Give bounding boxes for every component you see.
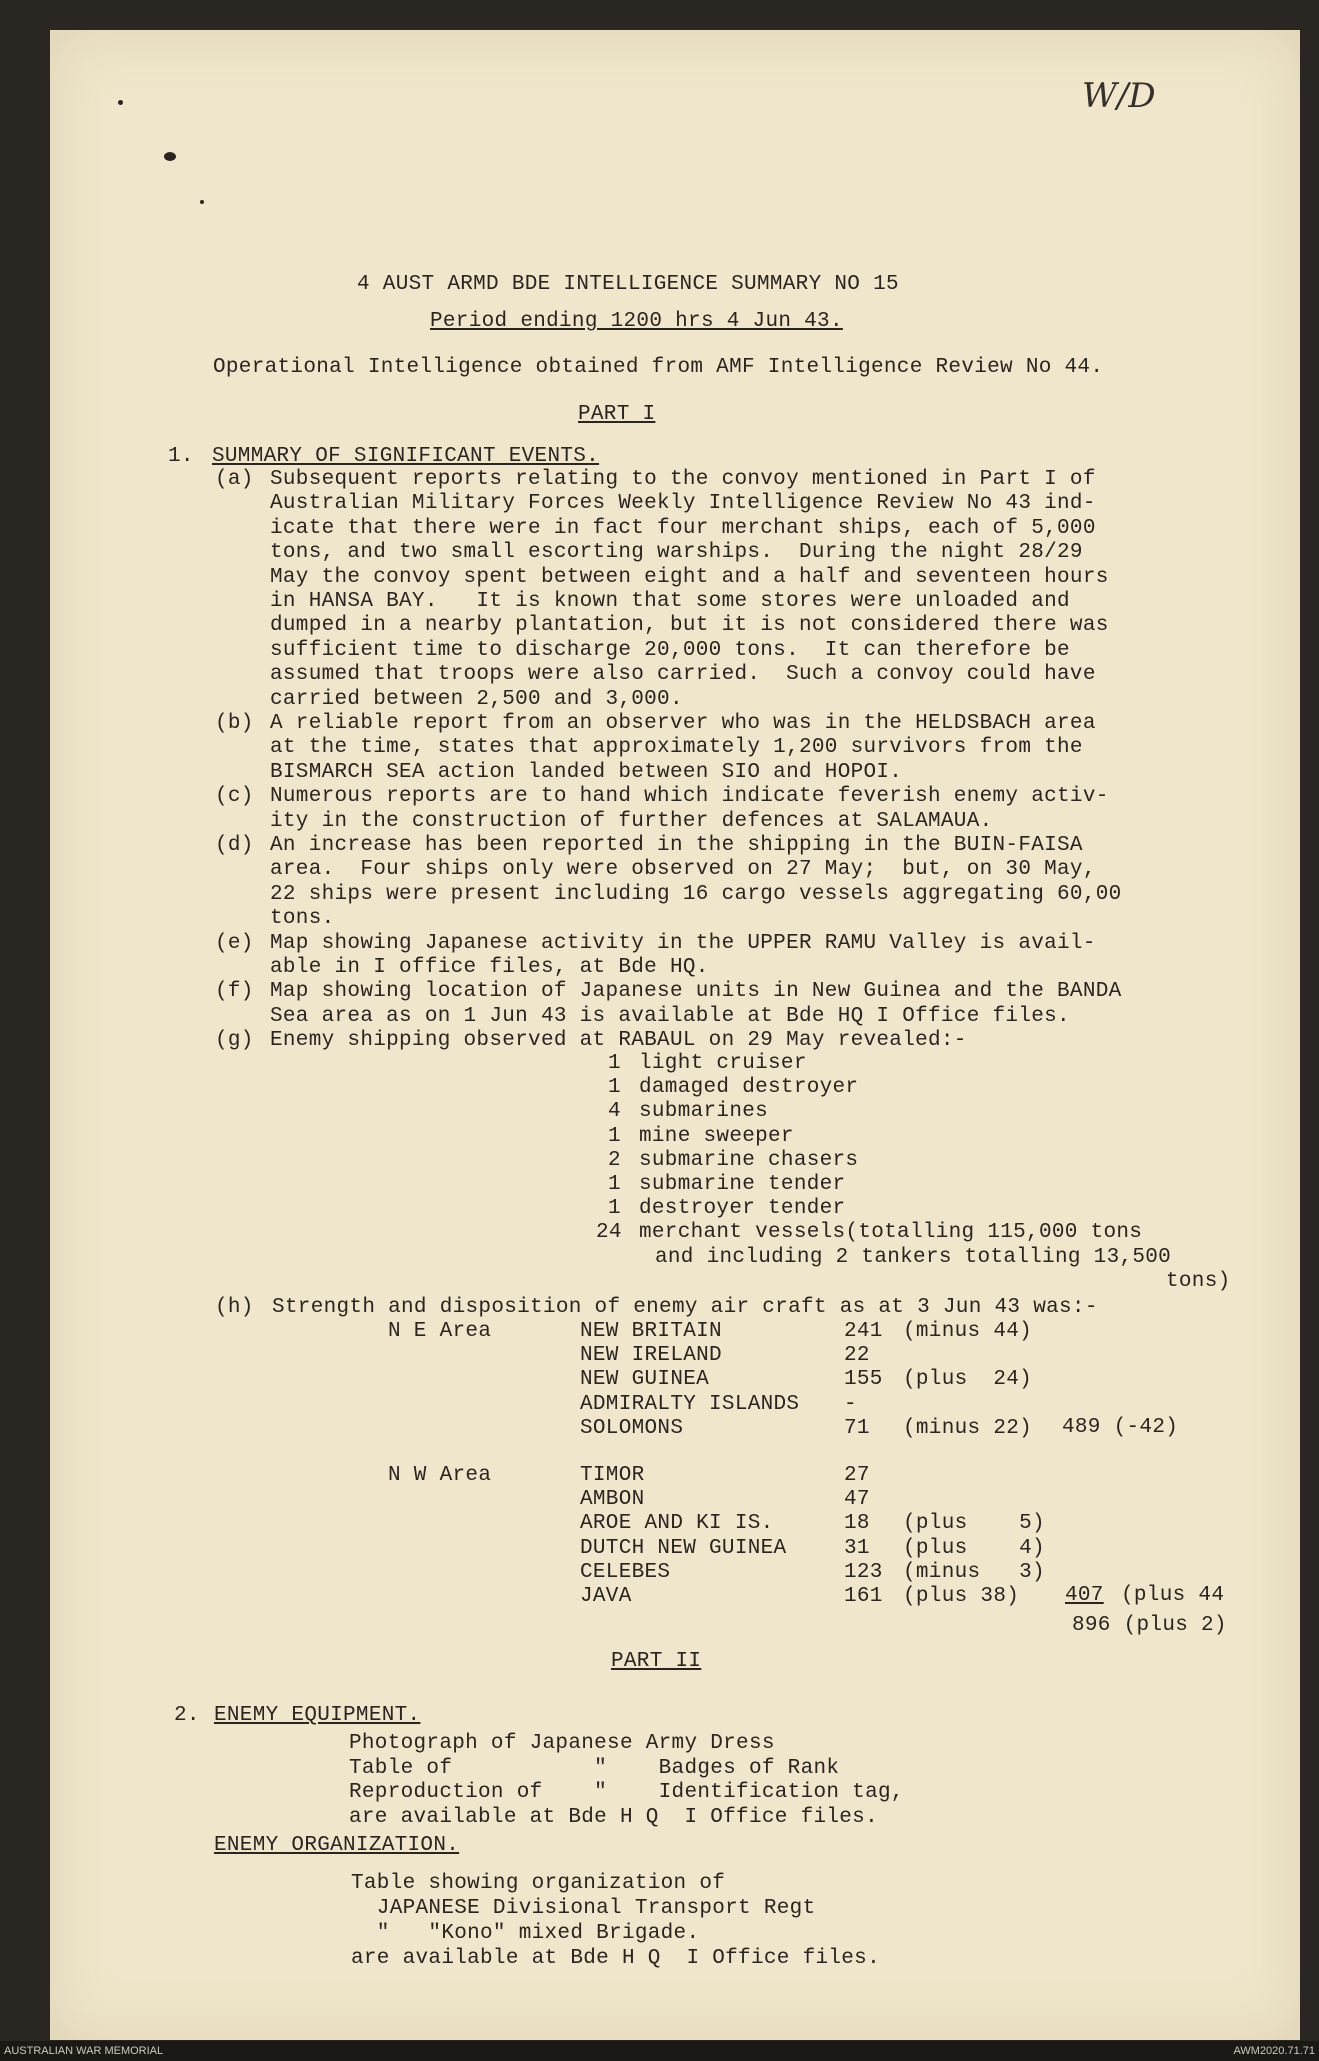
- area-count: 241: [844, 1320, 883, 1343]
- item-text: sufficient time to discharge 20,000 tons. It can therefore be: [270, 638, 1070, 662]
- shipping-desc: submarines: [639, 1100, 769, 1124]
- equipment-line: Table of " Badges of Rank: [349, 1756, 840, 1780]
- ink-mark: [200, 200, 204, 204]
- item-text: May the convoy spent between eight and a half and seventeen hours: [270, 565, 1109, 589]
- ne-area-label: N E Area: [388, 1320, 492, 1343]
- organization-line: JAPANESE Divisional Transport Regt: [351, 1897, 816, 1920]
- item-label: (d): [215, 834, 254, 857]
- item-text: carried between 2,500 and 3,000.: [270, 687, 683, 711]
- area-change: (plus 38): [903, 1585, 1020, 1608]
- area-change: (minus 44): [903, 1320, 1033, 1343]
- area-place: SOLOMONS: [580, 1416, 684, 1440]
- item-label: (g): [215, 1029, 254, 1053]
- item-text: An increase has been reported in the shipping in the BUIN-FAISA: [270, 834, 1083, 857]
- section2-number: 2.: [174, 1704, 200, 1727]
- period-line: Period ending 1200 hrs 4 Jun 43.: [430, 310, 843, 333]
- shipping-desc: submarine tender: [639, 1173, 846, 1196]
- item-text: assumed that troops were also carried. Such a convoy could have: [270, 663, 1096, 687]
- organization-line: Table showing organization of: [351, 1872, 726, 1895]
- item-text: dumped in a nearby plantation, but it is not considered there was: [270, 614, 1109, 638]
- part2-heading: PART II: [611, 1650, 702, 1673]
- equipment-line: Reproduction of " Identification tag,: [349, 1781, 904, 1805]
- area-count: 155: [844, 1368, 883, 1392]
- area-place: NEW BRITAIN: [580, 1320, 722, 1343]
- area-place: CELEBES: [580, 1560, 671, 1584]
- equipment-line: are available at Bde H Q I Office files.: [349, 1805, 878, 1829]
- area-place: TIMOR: [580, 1464, 645, 1487]
- shipping-count: 24: [596, 1221, 622, 1245]
- nw-area-label: N W Area: [388, 1464, 492, 1487]
- item-text: Numerous reports are to hand which indicate feverish enemy activ-: [270, 785, 1109, 809]
- shipping-continuation: tons): [1166, 1270, 1231, 1293]
- area-change: (plus 4): [903, 1536, 1045, 1560]
- handwritten-note: W/D: [1082, 76, 1156, 116]
- item-text: Strength and disposition of enemy air craft as at 3 Jun 43 was:-: [272, 1296, 1098, 1319]
- shipping-desc: mine sweeper: [639, 1124, 794, 1148]
- area-change: (plus 5): [903, 1512, 1045, 1536]
- item-text: 22 ships were present including 16 cargo vessels aggregating 60,00: [270, 882, 1122, 906]
- area-count: 47: [844, 1488, 870, 1512]
- item-label: (c): [215, 785, 254, 809]
- item-label: (b): [215, 712, 254, 735]
- shipping-count: 1: [608, 1052, 621, 1075]
- ink-mark: [118, 100, 123, 105]
- item-text: icate that there were in fact four merchant ships, each of 5,000: [270, 516, 1096, 540]
- item-text: tons.: [270, 907, 335, 931]
- ink-mark: [164, 152, 176, 161]
- item-text: Subsequent reports relating to the convoy mentioned in Part I of: [270, 468, 1096, 491]
- area-count: 161: [844, 1585, 883, 1608]
- area-place: ADMIRALTY ISLANDS: [580, 1392, 800, 1416]
- section1-title: SUMMARY OF SIGNIFICANT EVENTS.: [212, 445, 600, 468]
- shipping-desc: destroyer tender: [639, 1197, 846, 1221]
- area-place: AMBON: [580, 1488, 645, 1512]
- shipping-continuation: and including 2 tankers totalling 13,500: [655, 1246, 1172, 1269]
- item-text: Map showing location of Japanese units in New Guinea and the BANDA: [270, 980, 1122, 1004]
- area-count: 71: [844, 1416, 870, 1440]
- area-change: (minus 3): [903, 1560, 1045, 1584]
- area-place: JAVA: [580, 1585, 632, 1608]
- shipping-count: 1: [608, 1076, 621, 1100]
- area-place: NEW IRELAND: [580, 1344, 722, 1368]
- area-place: DUTCH NEW GUINEA: [580, 1536, 787, 1560]
- item-text: tons, and two small escorting warships. During the night 28/29: [270, 541, 1083, 565]
- area-place: NEW GUINEA: [580, 1368, 710, 1392]
- organization-line: are available at Bde H Q I Office files.: [351, 1947, 880, 1970]
- source-line: Operational Intelligence obtained from AMF Intelligence Review No 44.: [213, 356, 1104, 379]
- item-text: area. Four ships only were observed on 27 May; but, on 30 May,: [270, 858, 1096, 882]
- item-text: able in I office files, at Bde HQ.: [270, 956, 709, 979]
- footer-left: AUSTRALIAN WAR MEMORIAL: [4, 2045, 164, 2057]
- area-count: 123: [844, 1560, 883, 1584]
- area-count: 18: [844, 1512, 870, 1536]
- item-text: Map showing Japanese activity in the UPPER RAMU Valley is avail-: [270, 931, 1096, 955]
- ne-area-total: 489 (-42): [1062, 1416, 1179, 1439]
- item-text: Australian Military Forces Weekly Intelligence Review No 43 ind-: [270, 492, 1096, 516]
- area-change: (plus 24): [903, 1368, 1033, 1392]
- shipping-desc: damaged destroyer: [639, 1076, 859, 1100]
- area-count: 27: [844, 1464, 870, 1487]
- part1-heading: PART I: [578, 403, 656, 426]
- shipping-desc: merchant vessels(totalling 115,000 tons: [639, 1221, 1143, 1245]
- shipping-count: 1: [608, 1197, 621, 1221]
- shipping-count: 1: [608, 1124, 621, 1148]
- organization-title: ENEMY ORGANIZATION.: [214, 1834, 460, 1857]
- item-text: ity in the construction of further defences at SALAMAUA.: [270, 809, 993, 833]
- nw-area-total-change: (plus 44: [1121, 1584, 1225, 1607]
- equipment-title: ENEMY EQUIPMENT.: [214, 1704, 421, 1727]
- shipping-desc: submarine chasers: [639, 1148, 859, 1172]
- area-count: 22: [844, 1344, 870, 1368]
- equipment-line: Photograph of Japanese Army Dress: [349, 1732, 775, 1755]
- shipping-desc: light cruiser: [639, 1052, 807, 1075]
- item-label: (f): [215, 980, 254, 1004]
- item-text: BISMARCH SEA action landed between SIO and HOPOI.: [270, 760, 903, 784]
- footer-bar: [0, 2041, 1319, 2061]
- item-label: (h): [215, 1296, 254, 1319]
- item-text: at the time, states that approximately 1,200 survivors from the: [270, 736, 1083, 760]
- shipping-count: 4: [608, 1100, 621, 1124]
- section1-number: 1.: [168, 445, 194, 468]
- document-title: 4 AUST ARMD BDE INTELLIGENCE SUMMARY NO 15: [357, 273, 899, 296]
- item-text: Enemy shipping observed at RABAUL on 29 May revealed:-: [270, 1029, 967, 1053]
- shipping-count: 2: [608, 1148, 621, 1172]
- area-count: -: [844, 1392, 857, 1416]
- item-text: A reliable report from an observer who was in the HELDSBACH area: [270, 712, 1096, 735]
- organization-line: " "Kono" mixed Brigade.: [351, 1922, 700, 1945]
- shipping-count: 1: [608, 1173, 621, 1196]
- footer-right: AWM2020.71.71: [1233, 2045, 1315, 2057]
- area-count: 31: [844, 1536, 870, 1560]
- grand-total: 896 (plus 2): [1072, 1614, 1227, 1637]
- item-label: (e): [215, 931, 254, 955]
- area-change: (minus 22): [903, 1416, 1033, 1440]
- item-text: in HANSA BAY. It is known that some stores were unloaded and: [270, 590, 1070, 613]
- nw-area-total: 407: [1065, 1584, 1104, 1607]
- area-place: AROE AND KI IS.: [580, 1512, 774, 1536]
- item-text: Sea area as on 1 Jun 43 is available at Bde HQ I Office files.: [270, 1004, 1070, 1028]
- item-label: (a): [215, 468, 254, 491]
